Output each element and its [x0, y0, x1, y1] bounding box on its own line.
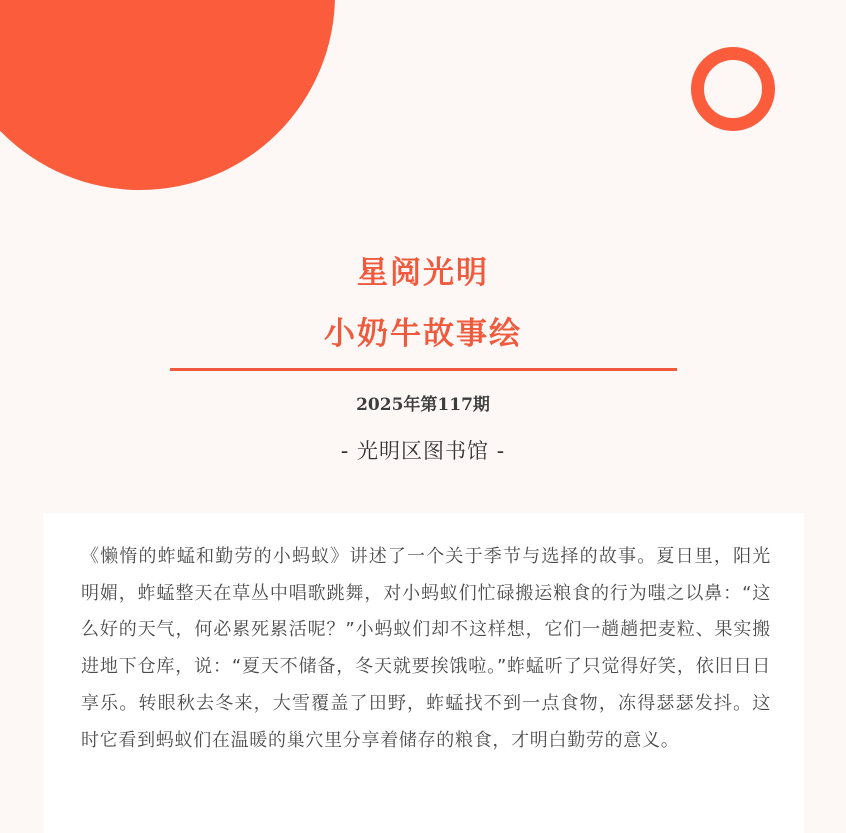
issue-number: 2025年第117期 — [356, 395, 490, 415]
title-divider — [170, 368, 677, 371]
decorative-ring — [691, 47, 775, 131]
story-card — [43, 513, 804, 833]
title-line-1: 星阅光明 — [357, 255, 489, 291]
decorative-circle — [0, 0, 335, 190]
title-line-2: 小奶牛故事绘 — [324, 316, 522, 352]
library-name: - 光明区图书馆 - — [340, 439, 506, 463]
story-text: 《懒惰的蚱蜢和勤劳的小蚂蚁》讲述了一个关于季节与选择的故事。夏日里，阳光明媚，蚱蜢整天在草丛中唱歌跳舞，对小蚂蚁们忙碌搬运粮食的行为嗤之以鼻：“这么好的天气，何必累死累活呢？”小蚂蚁们却不这样想，它们一趟趟把麦粒、果实搬进地下仓库，说：“夏天不储备，冬天就要挨饿啦。”蚱蜢听了只觉得好笑，依旧日日享乐。转眼秋去冬来，大雪覆盖了田野，蚱蜢找不到一点食物，冻得瑟瑟发抖。这时它看到蚂蚁们在温暖的巢穴里分享着储存的粮食，才明白勤劳的意义。 — [81, 546, 771, 751]
